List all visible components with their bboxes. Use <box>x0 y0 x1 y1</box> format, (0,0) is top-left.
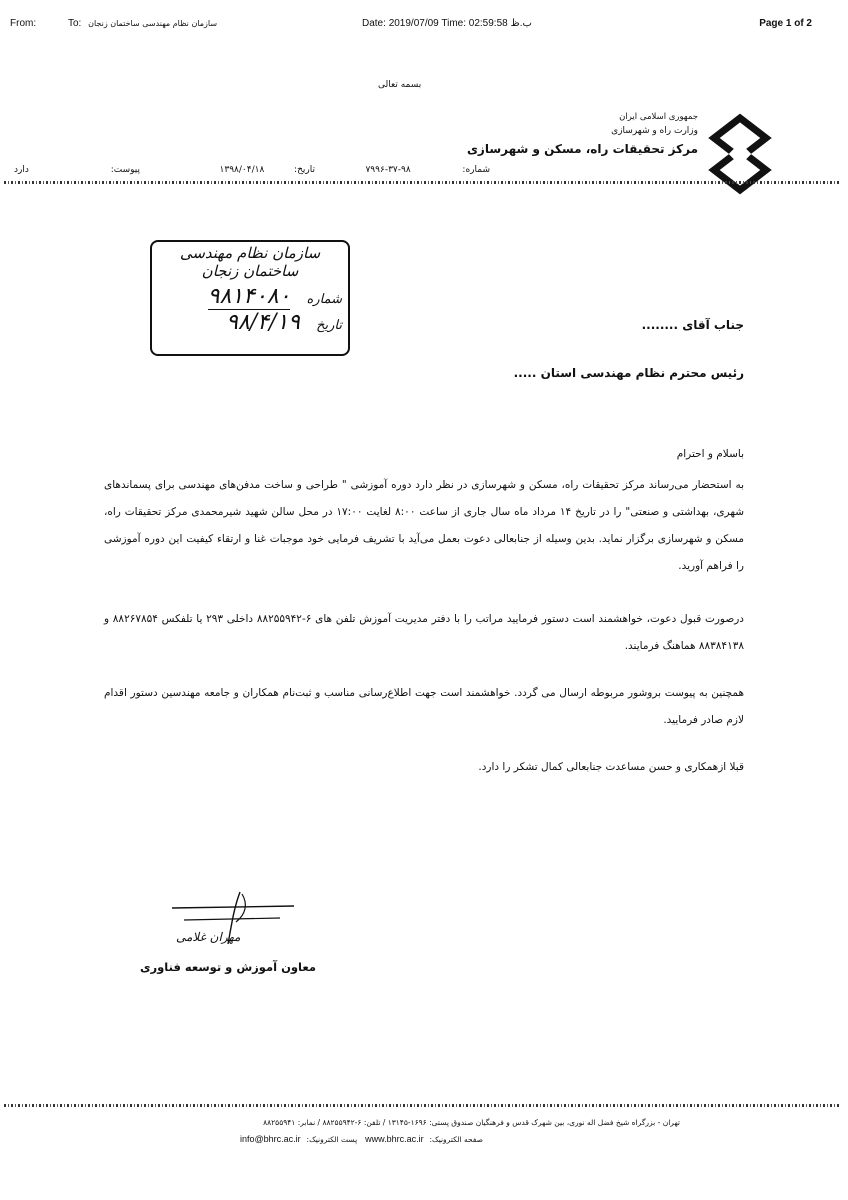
signature-name: مهران غلامی <box>176 930 241 944</box>
footer-web: www.bhrc.ac.ir <box>365 1134 424 1144</box>
org-line-1: جمهوری اسلامی ایران <box>619 112 698 122</box>
fax-time-value: 02:59:58 ب.ظ <box>468 18 532 29</box>
bismillah: بسمه تعالی <box>378 80 422 90</box>
greeting: باسلام و احترام <box>676 448 744 460</box>
fax-to-value: سازمان نظام مهندسی ساختمان زنجان <box>88 19 218 28</box>
stamp-date-row <box>158 310 342 335</box>
fax-datetime <box>362 18 532 29</box>
body-paragraph-1: به استحضار می‌رساند مرکز تحقیقات راه، مسکن و شهرسازی در نظر دارد دوره آموزشی " طراحی و ساخت مدفن‌های مهندسی برای پسماندهای شهری، بهداشتی و صنعتی" را در تاریخ ۱۴ مرداد ماه سال جاری از ساعت ۸:۰۰ لغایت ۱۷:۰۰ در محل سالن شهید شیرمحمدی مرکز تحقیقات راه، مسکن و شهرسازی برگزار نماید. بدین وسیله از جنابعالی دعوت بعمل می‌آید با تشریف فرمایی خود موجبات غنا و ارتقاء کیفیت این دوره آموزشی را فراهم آورید. <box>104 479 744 572</box>
stamp-number-value: ۹۸۱۴۰۸۰ <box>207 284 291 309</box>
fax-to-label: To: <box>68 18 82 29</box>
letter-number-label: شماره: <box>462 165 490 175</box>
footer-contact <box>240 1134 483 1145</box>
stamp-date-value: ۹۸/۴/۱۹ <box>226 310 300 335</box>
footer-web-label: صفحه الکترونیک: <box>429 1135 484 1144</box>
signature-title: معاون آموزش و توسعه فناوری <box>140 960 316 974</box>
fax-to <box>68 18 217 29</box>
stamp-number-row <box>158 284 342 310</box>
fax-date-value: 2019/07/09 <box>388 18 439 29</box>
footer-email: info@bhrc.ac.ir <box>240 1134 301 1144</box>
fax-from <box>10 18 36 29</box>
footer-divider <box>4 1104 840 1107</box>
received-stamp <box>150 240 350 356</box>
letter-attachment <box>111 165 140 175</box>
header-divider <box>4 181 840 184</box>
footer-address: تهران - بزرگراه شیخ فضل اله نوری، بین شهرک قدس و فرهنگیان صندوق پستی: ۱۶۹۶-۱۳۱۴۵ / تلفن: ۶-۸۸۲۵۵۹۴۲ / نمابر: ۸۸۲۵۵۹۴۱ <box>263 1118 680 1127</box>
fax-page: Page 1 of 2 <box>759 18 812 29</box>
letter-date-value: ۱۳۹۸/۰۴/۱۸ <box>219 165 265 175</box>
stamp-number-label: شماره <box>306 292 342 307</box>
fax-time-label: Time: <box>441 18 466 29</box>
org-line-3: مرکز تحقیقات راه، مسکن و شهرسازی <box>466 142 698 156</box>
fax-date-label: Date: <box>362 18 386 29</box>
addressee-salutation: جناب آقای ........ <box>641 318 744 332</box>
letter-date-label: تاریخ: <box>294 165 315 175</box>
body-paragraph-4: قبلا ازهمکاری و حسن مساعدت جنابعالی کمال تشکر را دارد. <box>478 761 744 773</box>
letter-number-value: ۹۸-۳۷-۷۹۹۶ <box>365 165 411 175</box>
addressee-title: رئیس محترم نظام مهندسی استان ..... <box>513 366 744 380</box>
footer-email-label: پست الکترونیک: <box>306 1135 358 1144</box>
body-paragraph-2: درصورت قبول دعوت، خواهشمند است دستور فرمایید مراتب را با دفتر مدیریت آموزش تلفن های ۶-۸۸۲۵۵۹۴۲ داخلی ۲۹۳ یا تلفکس ۸۸۲۶۷۸۵۴ و ۸۸۳۸۴۱۳۸ هماهنگ فرمایند. <box>104 613 744 652</box>
letter-number <box>365 165 490 175</box>
letter-attachment-label: پیوست: <box>110 165 140 175</box>
stamp-date-label: تاریخ <box>316 318 342 333</box>
body-paragraph-3: همچنین به پیوست بروشور مربوطه ارسال می گردد. خواهشمند است جهت اطلاع‌رسانی مناسب و ثبت‌نام همکاران و جامعه مهندسین دستور اقدام لازم صادر فرمایید. <box>104 687 744 726</box>
fax-from-label: From: <box>10 18 37 29</box>
letter-date <box>220 165 315 175</box>
stamp-org: سازمان نظام مهندسی ساختمان زنجان <box>179 244 321 280</box>
org-line-2: وزارت راه و شهرسازی <box>611 126 698 136</box>
letter-attachment-value: دارد <box>14 165 29 175</box>
